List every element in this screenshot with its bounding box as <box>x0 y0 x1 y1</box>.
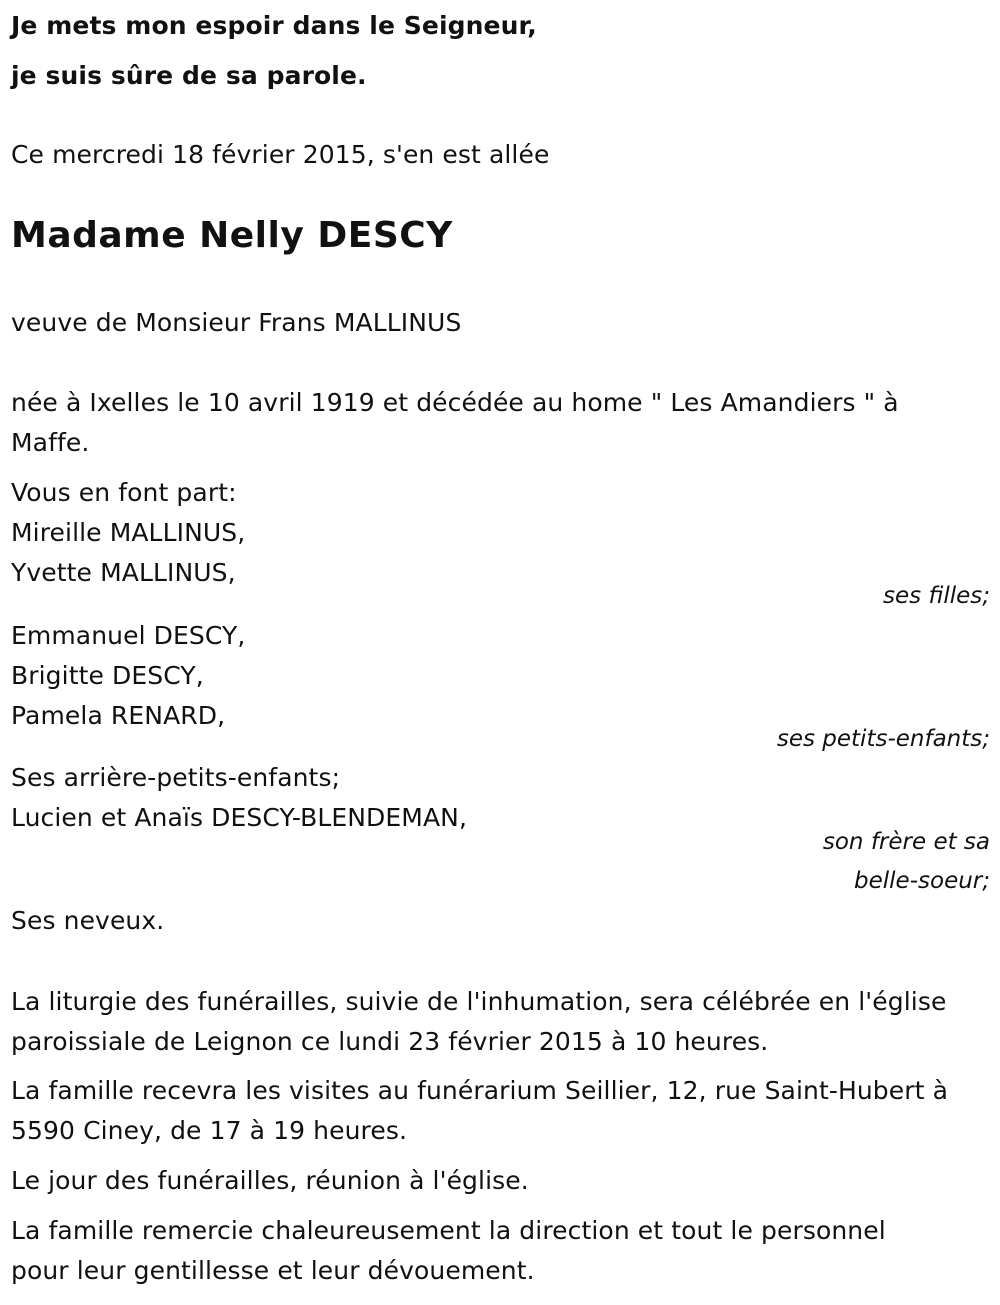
verse-line-1: Je mets mon espoir dans le Seigneur, <box>11 11 537 40</box>
visits-line-1: La famille recevra les visites au funérarium Seillier, 12, rue Saint-Hubert à <box>11 1076 949 1105</box>
grandchildren-relation: ses petits-enfants; <box>776 726 990 752</box>
deceased-name: Madame Nelly DESCY <box>11 215 453 256</box>
daughters-relation: ses filles; <box>883 583 990 609</box>
daughter-name: Mireille MALLINUS, <box>11 518 246 547</box>
grandchild-name: Pamela RENARD, <box>11 701 226 730</box>
grandchild-name: Brigitte DESCY, <box>11 661 204 690</box>
thanks-line-1: La famille remercie chaleureusement la direction et tout le personnel <box>11 1216 886 1245</box>
verse-line-2: je suis sûre de sa parole. <box>11 61 367 90</box>
grandchild-name: Emmanuel DESCY, <box>11 621 246 650</box>
announcement-text: Vous en font part: <box>11 478 237 507</box>
siblings-relation-line-2: belle-soeur; <box>854 868 990 894</box>
great-grandchildren-text: Ses arrière-petits-enfants; <box>11 763 341 792</box>
funeral-liturgy-line-2: paroissiale de Leignon ce lundi 23 février 2015 à 10 heures. <box>11 1027 769 1056</box>
birth-death-line-2: Maffe. <box>11 428 90 457</box>
daughter-name: Yvette MALLINUS, <box>11 558 236 587</box>
siblings-names: Lucien et Anaïs DESCY-BLENDEMAN, <box>11 803 468 832</box>
thanks-line-2: pour leur gentillesse et leur dévouement. <box>11 1256 535 1285</box>
birth-death-line-1: née à Ixelles le 10 avril 1919 et décédée au home " Les Amandiers " à <box>11 388 899 417</box>
meeting-text: Le jour des funérailles, réunion à l'église. <box>11 1166 529 1195</box>
nephews-text: Ses neveux. <box>11 906 165 935</box>
widow-of-text: veuve de Monsieur Frans MALLINUS <box>11 308 462 337</box>
intro-text: Ce mercredi 18 février 2015, s'en est allée <box>11 140 550 169</box>
visits-line-2: 5590 Ciney, de 17 à 19 heures. <box>11 1116 408 1145</box>
siblings-relation-line-1: son frère et sa <box>822 829 990 855</box>
funeral-liturgy-line-1: La liturgie des funérailles, suivie de l'inhumation, sera célébrée en l'église <box>11 987 947 1016</box>
